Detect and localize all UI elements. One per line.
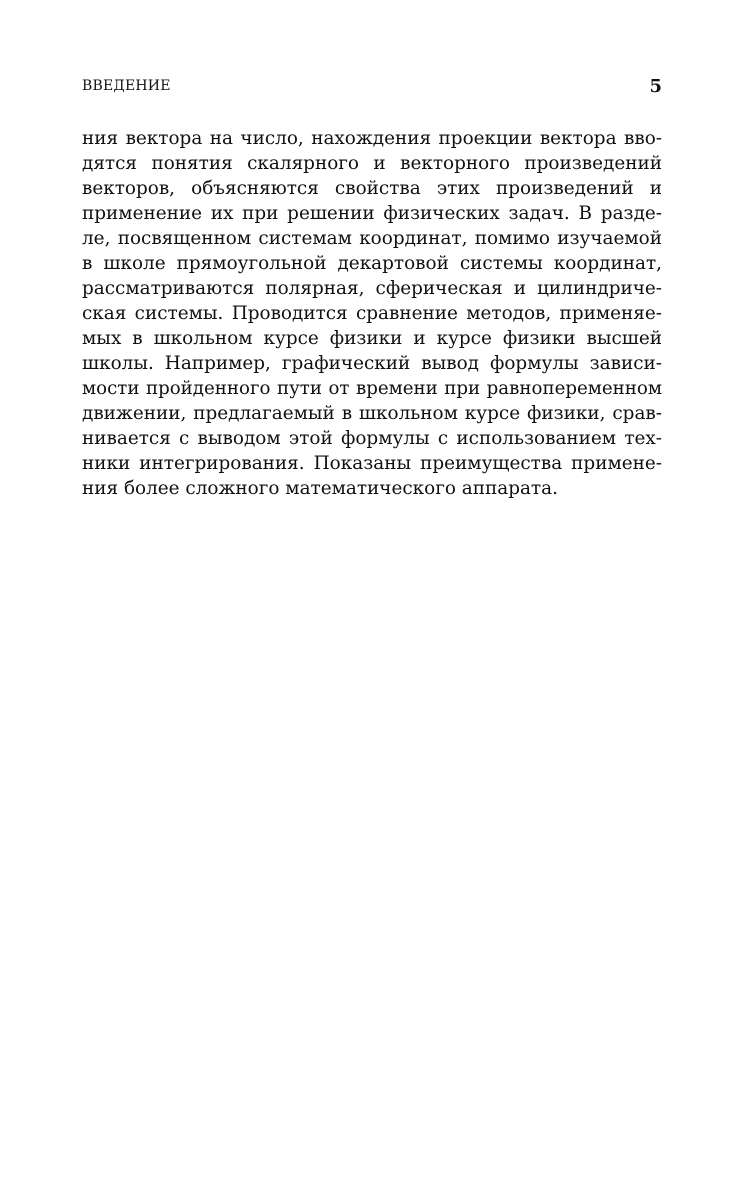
text-line: ле, посвященном системам координат, помимо изучаемой — [82, 228, 662, 249]
body-paragraph — [82, 126, 662, 501]
text-line: мых в школьном курсе физики и курсе физики высшей — [82, 328, 662, 349]
text-line: нивается с выводом этой формулы с использованием тех- — [82, 428, 662, 449]
text-line: ния вектора на число, нахождения проекции вектора вво- — [82, 128, 662, 149]
text-line: ния более сложного математического аппарата. — [82, 478, 558, 499]
page-number: 5 — [649, 76, 662, 97]
text-line: ники интегрирования. Показаны преимущества примене- — [82, 453, 662, 474]
running-header — [82, 76, 662, 100]
text-line: в школе прямоугольной декартовой системы координат, — [82, 253, 662, 274]
text-line: движении, предлагаемый в школьном курсе физики, срав- — [82, 403, 662, 424]
text-line: применение их при решении физических задач. В разде- — [82, 203, 662, 224]
text-line: школы. Например, графический вывод формулы зависи- — [82, 353, 662, 374]
text-line: рассматриваются полярная, сферическая и цилиндриче- — [82, 278, 662, 299]
section-title: ВВЕДЕНИЕ — [82, 78, 171, 94]
text-line: векторов, объясняются свойства этих произведений и — [82, 178, 662, 199]
text-line: дятся понятия скалярного и векторного произведений — [82, 153, 662, 174]
text-line: ская системы. Проводится сравнение методов, применяе- — [82, 303, 662, 324]
text-line: мости пройденного пути от времени при равнопеременном — [82, 378, 662, 399]
